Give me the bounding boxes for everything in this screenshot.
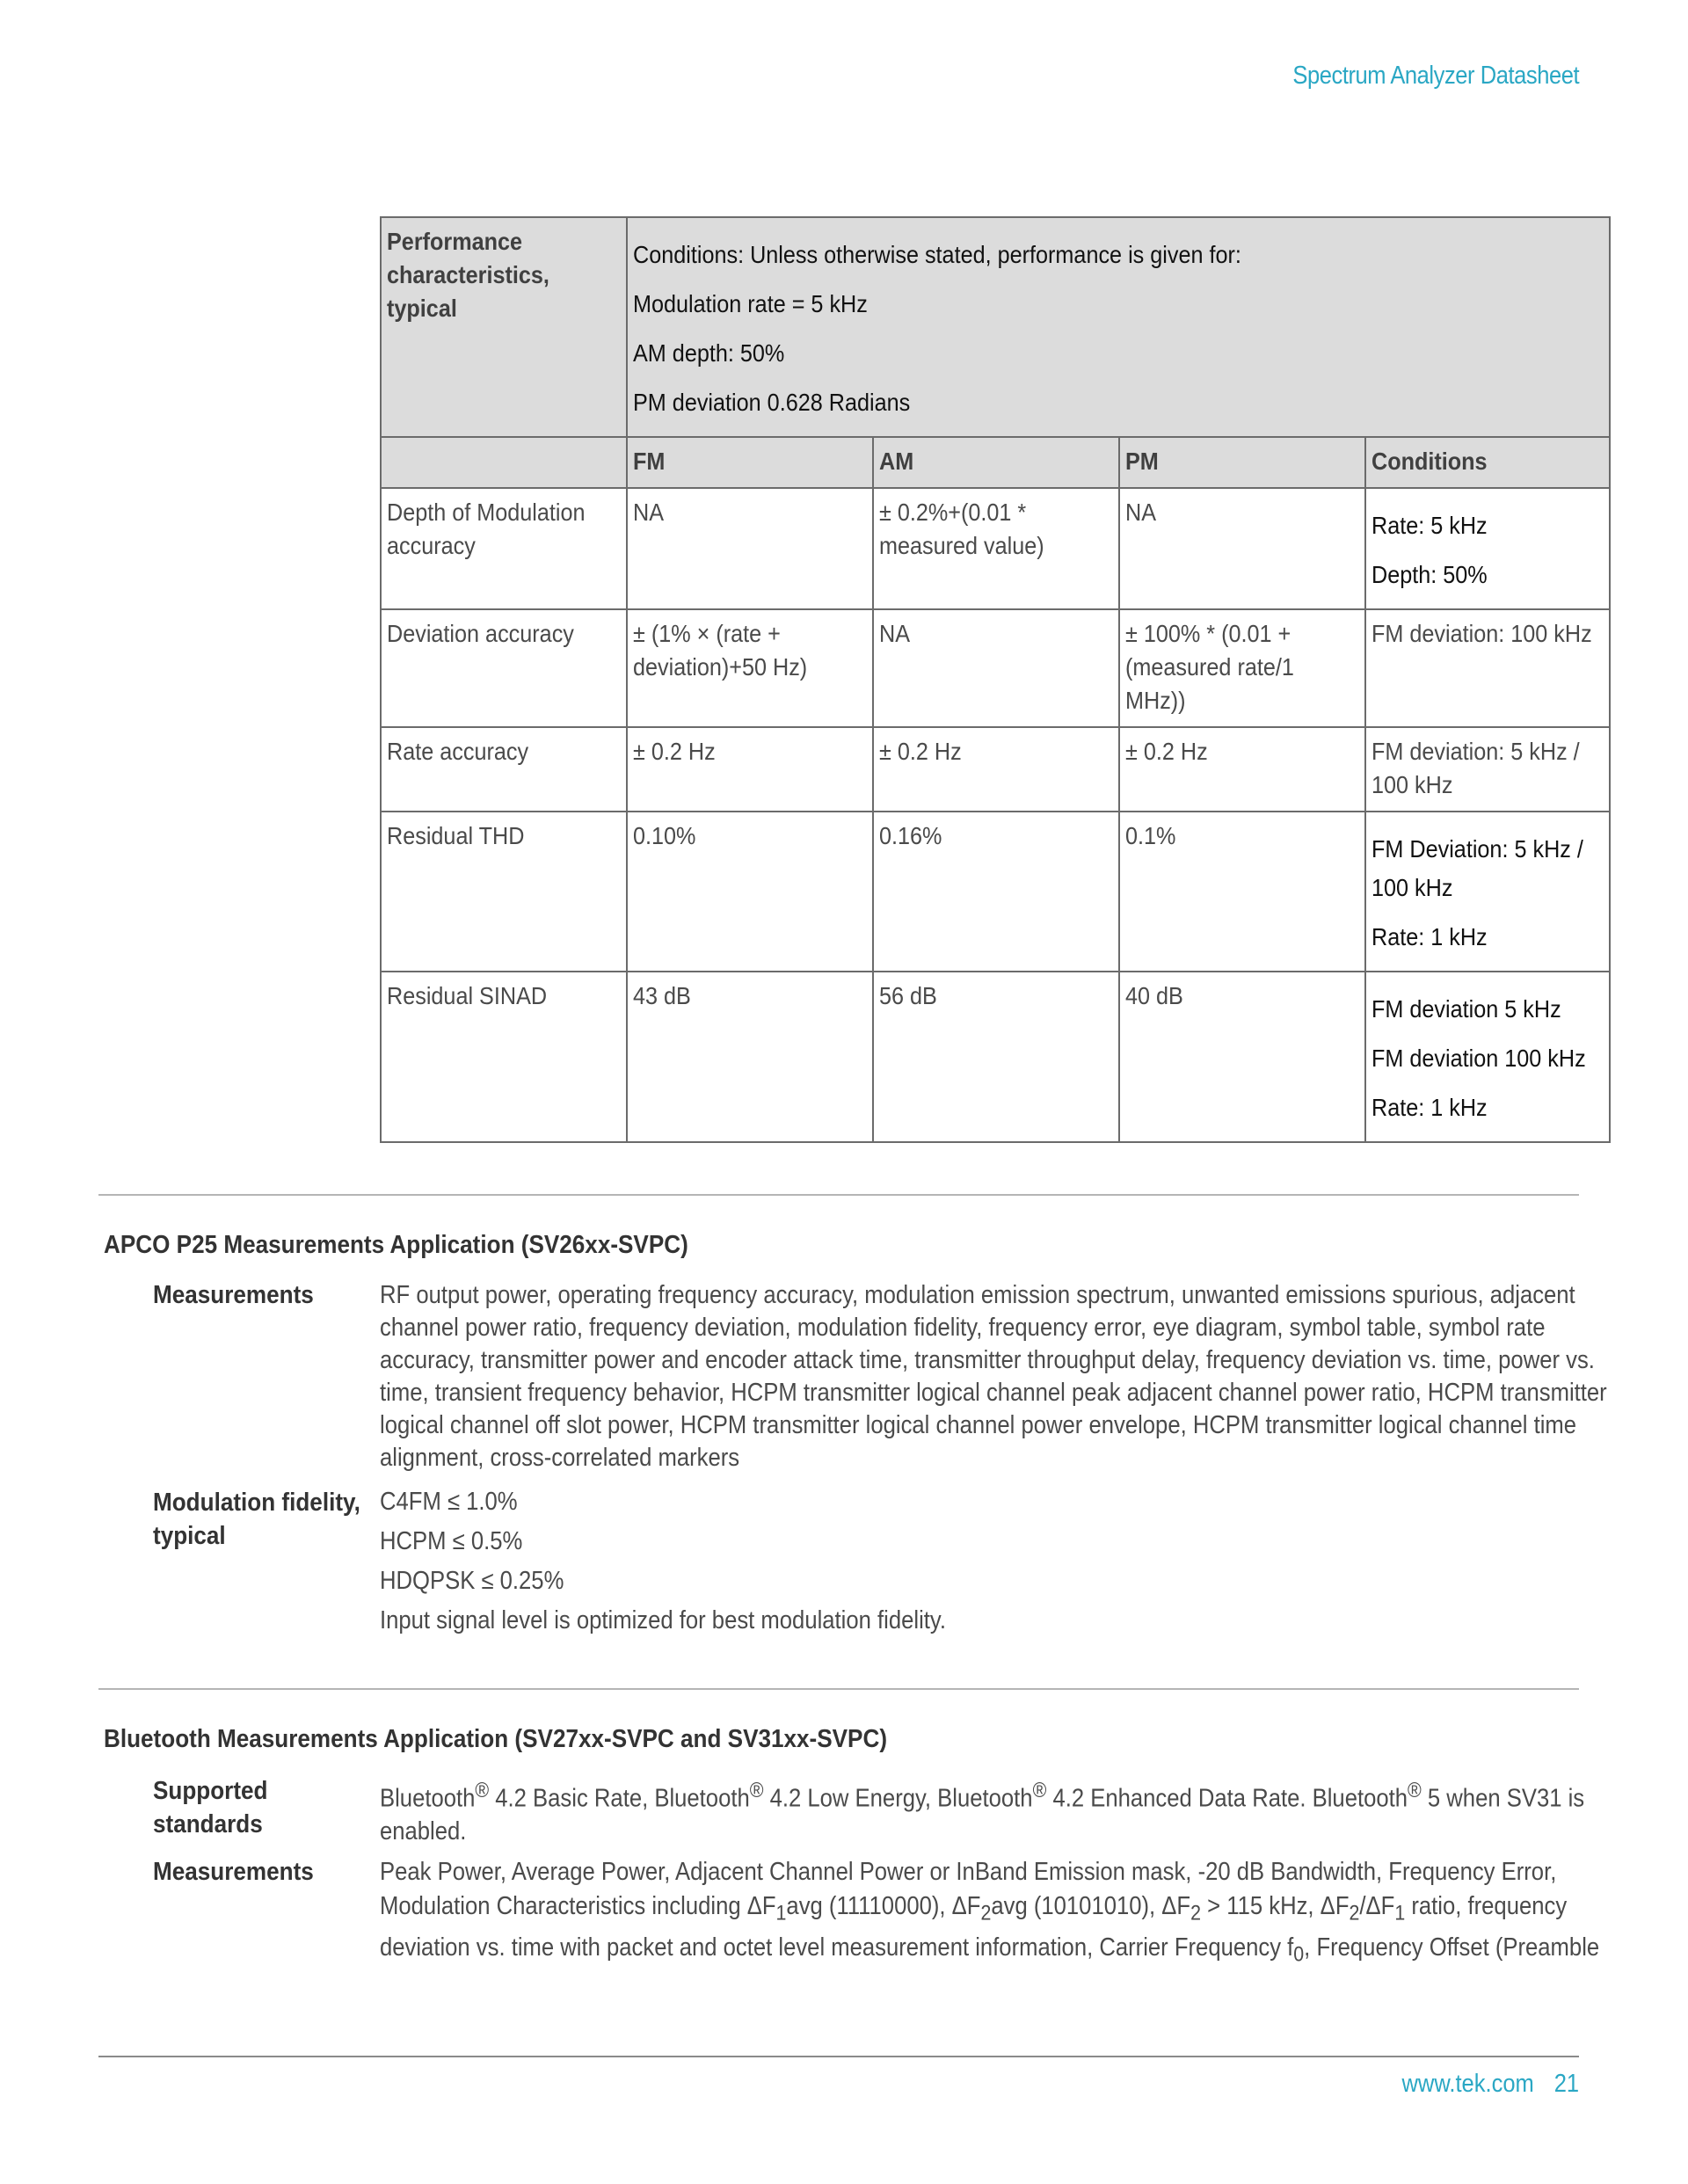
page-number: 21 xyxy=(1553,2070,1579,2098)
section-divider xyxy=(98,1688,1579,1690)
cell-conditions: FM Deviation: 5 kHz / 100 kHz Rate: 1 kHz xyxy=(1365,812,1610,972)
table-row xyxy=(381,609,1610,727)
section-divider xyxy=(98,1194,1579,1196)
cell-am: 0.16% xyxy=(873,812,1119,972)
cell-pm: 0.1% xyxy=(1119,812,1365,972)
bluetooth-measurements-label: Measurements xyxy=(153,1858,314,1886)
cell-pm: NA xyxy=(1119,488,1365,609)
cell-conditions: FM deviation: 5 kHz / 100 kHz xyxy=(1365,727,1610,812)
row-label: Residual THD xyxy=(381,812,627,972)
row-label: Deviation accuracy xyxy=(381,609,627,727)
cell-am: 56 dB xyxy=(873,972,1119,1142)
cell-am: ± 0.2%+(0.01 * measured value) xyxy=(873,488,1119,609)
bluetooth-standards-text: Bluetooth® 4.2 Basic Rate, Bluetooth® 4.2 Low Energy, Bluetooth® 4.2 Enhanced Data Rate. Bluetooth® 5 when SV31 is enabled. xyxy=(380,1779,1585,1845)
row-label: Depth of Modulation accuracy xyxy=(381,488,627,609)
apco-fidelity-values: C4FM ≤ 1.0% HCPM ≤ 0.5% HDQPSK ≤ 0.25% Input signal level is optimized for best modulation fidelity. xyxy=(380,1488,946,1634)
cell-am: ± 0.2 Hz xyxy=(873,727,1119,812)
column-header-pm: PM xyxy=(1119,437,1365,488)
cell-am: NA xyxy=(873,609,1119,727)
table-header-row xyxy=(381,437,1610,488)
cell-fm: ± (1% × (rate + deviation)+50 Hz) xyxy=(627,609,873,727)
bluetooth-measurements-text: Peak Power, Average Power, Adjacent Channel Power or InBand Emission mask, -20 dB Bandwidth, Frequency Error, Modulation Characteristics including $\Delta F_1avg$ (11110000), $\Delta F_2avg$ (10101010), $\Delta F_2 > 115$ kHz, $\Delta F_2/\Delta F_1$ ratio, frequency deviation vs. time with packet and octet level measurement information, Carrier Frequency $f_0$, Frequency Offset (Preamble xyxy=(380,1858,1600,1967)
apco-section-title: APCO P25 Measurements Application (SV26xx-SVPC) xyxy=(104,1231,688,1259)
cell-conditions: FM deviation: 100 kHz xyxy=(1365,609,1610,727)
row-label: Rate accuracy xyxy=(381,727,627,812)
cell-fm: 43 dB xyxy=(627,972,873,1142)
cell-pm: 40 dB xyxy=(1119,972,1365,1142)
column-header-conditions: Conditions xyxy=(1365,437,1610,488)
footer xyxy=(1401,2070,1579,2099)
table-title-row xyxy=(381,217,1610,437)
performance-table xyxy=(380,216,1611,1143)
column-header-fm: FM xyxy=(627,437,873,488)
footer-site[interactable]: www.tek.com xyxy=(1401,2070,1534,2098)
table-row xyxy=(381,812,1610,972)
table-row xyxy=(381,727,1610,812)
cell-fm: NA xyxy=(627,488,873,609)
cell-pm: ± 0.2 Hz xyxy=(1119,727,1365,812)
column-header xyxy=(381,437,627,488)
column-header-am: AM xyxy=(873,437,1119,488)
table-row xyxy=(381,972,1610,1142)
cell-fm: 0.10% xyxy=(627,812,873,972)
table-conditions: Conditions: Unless otherwise stated, performance is given for: Modulation rate = 5 kHz AM depth: 50% PM deviation 0.628 Radians xyxy=(627,217,1610,437)
cell-pm: ± 100% * (0.01 +(measured rate/1 MHz)) xyxy=(1119,609,1365,727)
apco-fidelity-label: Modulation fidelity, typical xyxy=(153,1489,360,1550)
footer-divider xyxy=(98,2056,1579,2057)
cell-fm: ± 0.2 Hz xyxy=(627,727,873,812)
bluetooth-standards-label: Supported standards xyxy=(153,1777,268,1838)
cell-conditions: Rate: 5 kHz Depth: 50% xyxy=(1365,488,1610,609)
table-row xyxy=(381,488,1610,609)
row-label: Residual SINAD xyxy=(381,972,627,1142)
header-title: Spectrum Analyzer Datasheet xyxy=(1292,62,1579,90)
apco-measurements-text: RF output power, operating frequency accuracy, modulation emission spectrum, unwanted emissions spurious, adjacent channel power ratio, frequency deviation, modulation fidelity, frequency error, eye diagram, symbol table, symbol rate accuracy, transmitter power and encoder attack time, transmitter throughput delay, frequency deviation vs. time, power vs. time, transient frequency behavior, HCPM transmitter logical channel peak adjacent channel power ratio, HCPM transmitter logical channel off slot power, HCPM transmitter logical channel power envelope, HCPM transmitter logical channel time alignment, cross-correlated markers xyxy=(380,1281,1607,1472)
bluetooth-section-title: Bluetooth Measurements Application (SV27xx-SVPC and SV31xx-SVPC) xyxy=(104,1725,888,1753)
cell-conditions: FM deviation 5 kHz FM deviation 100 kHz Rate: 1 kHz xyxy=(1365,972,1610,1142)
apco-measurements-label: Measurements xyxy=(153,1281,314,1309)
table-title: Performance characteristics, typical xyxy=(381,217,627,437)
